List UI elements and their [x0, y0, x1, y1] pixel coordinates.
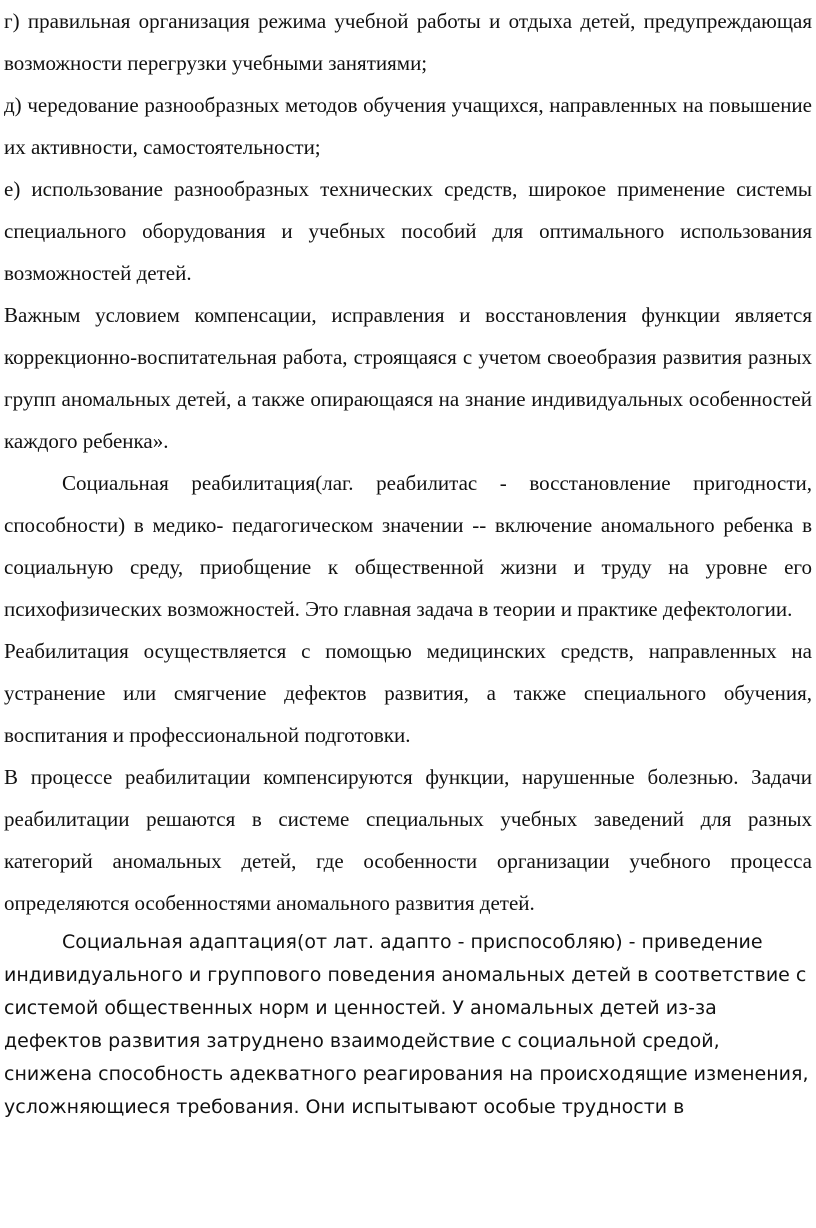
list-item-d: д) чередование разнообразных методов обучения учащихся, направленных на повышение их активности, самостоятельности;	[4, 93, 812, 159]
sans-text-block	[4, 926, 812, 1124]
list-item-e: е) использование разнообразных технических средств, широкое применение системы специального оборудования и учебных пособий для оптимального использования возможностей детей.	[4, 177, 812, 285]
paragraph-rehabilitation-means: Реабилитация осуществляется с помощью медицинских средств, направленных на устранение или смягчение дефектов развития, а также специального обучения, воспитания и профессиональной подготовки.	[4, 639, 812, 747]
main-text-block	[4, 0, 812, 924]
list-item-g: г) правильная организация режима учебной работы и отдыха детей, предупреждающая возможности перегрузки учебными занятиями;	[4, 9, 812, 75]
paragraph-rehabilitation-process: В процессе реабилитации компенсируются функции, нарушенные болезнью. Задачи реабилитации решаются в системе специальных учебных заведений для разных категорий аномальных детей, где особенности организации учебного процесса определяются особенностями аномального развития детей.	[4, 765, 812, 915]
paragraph-social-rehabilitation: Социальная реабилитация(лаг. реабилитас - восстановление пригодности, способности) в медико- педагогическом значении -- включение аномального ребенка в социальную среду, приобщение к общественной жизни и труду на уровне его психофизических возможностей. Это главная задача в теории и практике дефектологии.	[4, 471, 812, 621]
paragraph-correction-work: Важным условием компенсации, исправления и восстановления функции является коррекционно-воспитательная работа, строящаяся с учетом своеобразия развития разных групп аномальных детей, а также опирающаяся на знание индивидуальных особенностей каждого ребенка».	[4, 303, 812, 453]
paragraph-social-adaptation: Социальная адаптация(от лат. адапто - приспособляю) - приведение индивидуального и группового поведения аномальных детей в соответствие с системой общественных норм и ценностей. У аномальных детей из-за дефектов развития затруднено взаимодействие с социальной средой, снижена способность адекватного реагирования на происходящие изменения, усложняющиеся требования. Они испытывают особые трудности в	[4, 931, 809, 1118]
